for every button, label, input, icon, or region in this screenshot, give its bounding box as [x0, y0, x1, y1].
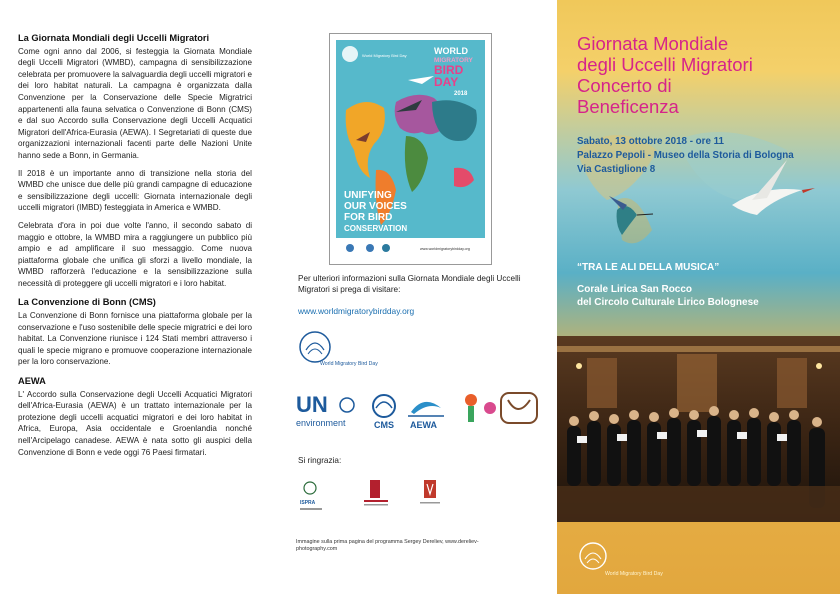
paragraph: Celebrata d'ora in poi due volte l'anno, il secondo sabato di maggio e ottobre, la WMBD mira a raggiungere un pubblico più ampio e ad amplificare il suo messaggio. Come nuova piattaforma globale che unifica gli sforzi a livello mondiale, la WMBD rafforzerà l'educazione e la sensibilizzazione sulla necessità di proteggere gli uccelli migratori e i loro habitat.: [18, 220, 252, 288]
info-text: Per ulteriori informazioni sulla Giornata Mondiale degli Uccelli Migratori si prega di visitare:: [298, 274, 521, 295]
thanks-label: Si ringrazia:: [298, 456, 342, 465]
un-environment-text: environment: [296, 418, 346, 428]
un-logo-text: UN: [296, 392, 328, 417]
wmbd-logo: [298, 330, 398, 375]
concert-title: [577, 33, 827, 117]
event-date: Sabato, 13 ottobre 2018 - ore 11: [577, 136, 725, 147]
section-heading-wmbd: La Giornata Mondiali degli Uccelli Migratori: [18, 33, 210, 43]
poster-title-line: WORLD: [434, 46, 468, 56]
poster-artwork: [336, 40, 485, 258]
poster-url: www.worldmigratorybirdday.org: [420, 247, 470, 251]
section-heading-cms: La Convenzione di Bonn (CMS): [18, 297, 156, 308]
wmbd-emblem-icon: [298, 330, 398, 370]
choir-name: [577, 283, 837, 309]
paragraph: La Convenzione di Bonn fornisce una piattaforma globale per la conservazione e l'uso sostenibile delle specie migratrici e dei loro habitat. La Convenzione riunisce i 124 Stati membri attraverso i quali le specie migrano e promuove cooperazione internazionale per la loro conservazione.: [18, 311, 252, 367]
choir-line: Corale Lirica San Rocco: [577, 284, 693, 295]
title-line: degli Uccelli Migratori: [577, 54, 753, 75]
aewa-logo-text: AEWA: [410, 420, 437, 430]
sponsor-logos: [298, 478, 498, 518]
poster-title-line: DAY: [434, 75, 459, 89]
event-venue: Palazzo Pepoli - Museo della Storia di Bologna: [577, 150, 794, 161]
poster-slogan-line: FOR BIRD: [344, 212, 393, 223]
title-line: Concerto di: [577, 75, 672, 96]
poster-map-graphic: [336, 40, 485, 258]
concert-subtitle: “TRA LE ALI DELLA MUSICA”: [577, 262, 720, 273]
ispra-logo-text: ISPRA: [300, 500, 316, 506]
wmbd-logo-label: World Migratory Bird Day: [320, 361, 378, 367]
sponsor-logos-graphic: [298, 478, 498, 518]
poster-title-line: BIRD: [434, 63, 464, 77]
poster-slogan-line: OUR VOICES: [344, 201, 407, 212]
partner-logos: [296, 390, 546, 430]
choir-photo: [557, 336, 840, 522]
choir-line: del Circolo Culturale Lirico Bolognese: [577, 297, 759, 308]
event-details: [577, 135, 837, 177]
wmbd-footer-logo: [577, 540, 697, 585]
section-cms: [18, 297, 252, 368]
cover-panel: [557, 0, 840, 594]
event-address: Via Castiglione 8: [577, 164, 656, 175]
paragraph: Il 2018 è un importante anno di transizione nella storia del WMBD che unisce due delle più grandi campagne di educazione e sensibilizzazione degli uccelli: Giornata internazionale degli uccelli migratori (IMBD) festeggiata in America e WMBD.: [18, 168, 252, 213]
poster-year: 2018: [454, 91, 468, 97]
left-text-column: [18, 33, 252, 466]
section-wmbd: [18, 33, 252, 289]
choir-photo-graphic: [557, 336, 840, 522]
poster-title-line: MIGRATORY: [434, 57, 473, 64]
cms-logo-text: CMS: [374, 420, 394, 430]
poster-slogan-line: UNIFYING: [344, 190, 392, 201]
title-line: Giornata Mondiale: [577, 33, 729, 54]
wmbd-footer-emblem-icon: [577, 540, 697, 580]
wmbd-poster: [329, 33, 492, 265]
middle-column: [282, 0, 552, 594]
image-credit: Immagine sulla prima pagina del programma Sergey Dereliev, www.dereliev-photography.com: [296, 539, 479, 552]
paragraph: Come ogni anno dal 2006, si festeggia la Giornata Mondiale degli Uccelli Migratori (WMBD), campagna di sensibilizzazione celebrata per promuovere la salvaguardia degli uccelli migratori e dei loro habitat naturali. La campagna è organizzata dalla Convenzione per la Conservazione delle Specie Migratrici appartenenti alla fauna selvatica o Convenzione di Bonn (CMS) e dal suo Accordo sulla Conservazione degli Uccelli Acquatici Migratori dell'Africa-Eurasia (AEWA). I Segretariati di queste due organizzazioni internazionali facenti parte delle Nazioni Unite hanno sede a Bonn, in Germania.: [18, 46, 252, 160]
title-line: Beneficenza: [577, 96, 679, 117]
poster-badge: World Migratory Bird Day: [362, 53, 407, 58]
paragraph: L' Accordo sulla Conservazione degli Uccelli Acquatici Migratori dell'Africa-Eurasia (AEWA) è un trattato internazionale per la protezione degli uccelli acquatici migratori e dei loro habitat in Africa, Europa, Asia occidentale e Groenlandia nonché nell'Arcipelago canadese. AEWA è nata sotto gli auspici della Convenzione di Bonn e vede oggi 76 Paesi firmatari.: [18, 389, 252, 457]
poster-slogan-line: CONSERVATION: [344, 224, 408, 233]
wmbd-link[interactable]: www.worldmigratorybirdday.org: [298, 306, 415, 316]
footer-logo-label: World Migratory Bird Day: [605, 571, 663, 577]
partner-logos-graphic: [296, 390, 546, 432]
section-aewa: [18, 376, 252, 458]
section-heading-aewa: AEWA: [18, 376, 46, 387]
